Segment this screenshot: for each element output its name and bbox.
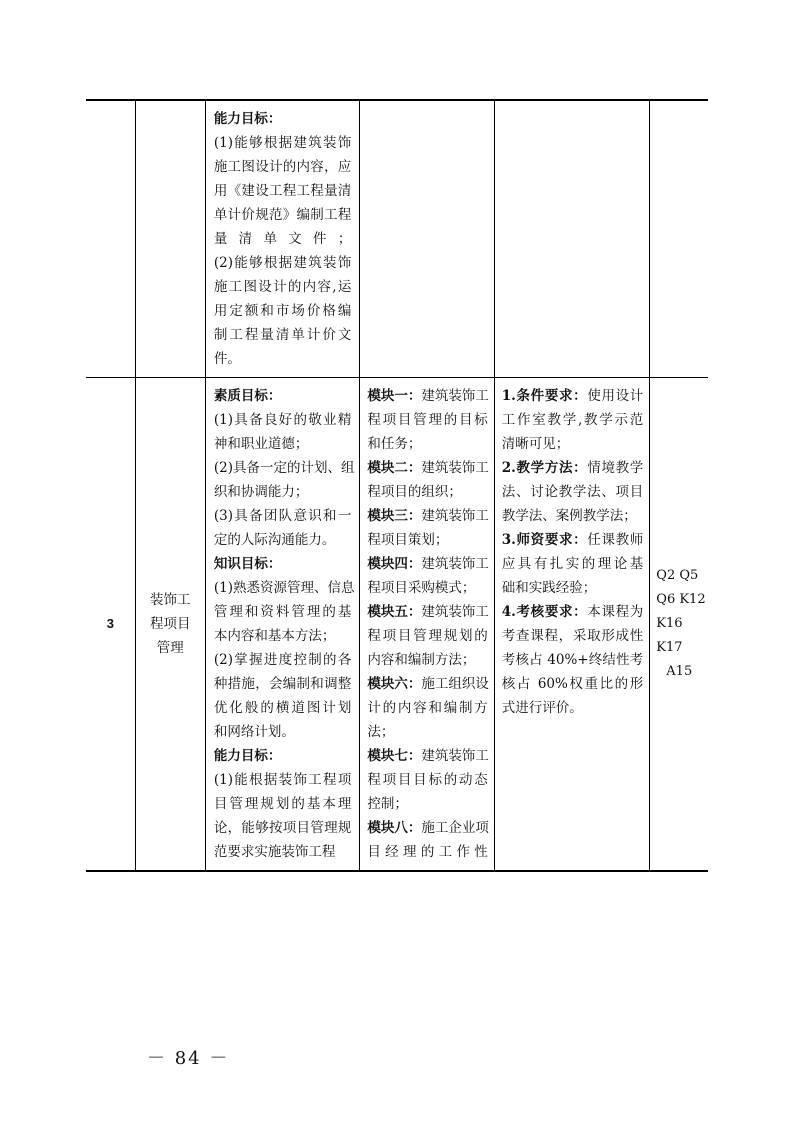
objective-line: 和网络计划。 (213, 724, 295, 740)
module-line (367, 840, 487, 864)
objective-line: 优化般的横道图计划 (213, 700, 352, 716)
requirement-line (502, 624, 644, 648)
modules-cell (360, 100, 494, 378)
module-line (367, 384, 487, 408)
objectives-heading: 能力目标： (213, 748, 282, 764)
course-name-cell (135, 378, 205, 872)
modules-cell (360, 378, 494, 872)
objectives-heading: 知识目标： (213, 556, 282, 572)
requirement-line (502, 408, 644, 432)
page-number: － 84 － (147, 1048, 230, 1069)
module-label: 模块二： (367, 460, 422, 476)
code-line: K17 (656, 640, 683, 655)
module-text: 程项目管理的目标 (367, 412, 488, 428)
objective-line: 种措施，会编制和调整 (213, 676, 352, 692)
module-label: 模块四： (367, 556, 422, 572)
number-cell (86, 378, 135, 872)
requirement-label: 4.考核要求： (501, 604, 588, 620)
module-text: 建筑装饰工 (421, 604, 489, 620)
module-line (367, 456, 487, 480)
requirement-text: 教学法、案例教学法； (501, 508, 637, 524)
requirement-text: 本课程为 (587, 604, 644, 620)
requirement-text: 情境教学 (587, 460, 644, 476)
module-line (367, 552, 487, 576)
objective-line: 织和协调能力； (213, 484, 309, 500)
module-line (367, 816, 487, 840)
module-text: 建筑装饰工 (421, 748, 489, 764)
requirement-line (502, 696, 644, 720)
course-name-line: 程项目 (150, 616, 191, 632)
module-text: 施工组织设 (421, 676, 489, 692)
module-line (367, 696, 487, 720)
objective-line: 施工图设计的内容，应 (213, 159, 352, 175)
module-label: 模块八： (367, 820, 422, 836)
requirement-text: 清晰可见； (501, 436, 570, 452)
objective-line: 范要求实施装饰工程 (213, 844, 336, 860)
module-text: 程项目策划； (367, 532, 449, 548)
objective-line: 管理和资料管理的基 (213, 604, 352, 620)
module-line (367, 672, 487, 696)
requirement-text: 考核占 40%+终结性考 (501, 652, 644, 668)
objective-line: 目管理规划的基本理 (213, 796, 352, 812)
objective-line: (1)具备良好的敬业精 (213, 412, 352, 428)
objective-line: 制工程量清单计价文 (213, 327, 352, 343)
requirement-line (502, 480, 644, 504)
objective-line: (1)能够根据建筑装饰 (213, 135, 352, 151)
requirement-text: 核占 60%权重比的形 (501, 676, 644, 692)
module-text: 目经理的工作性 (367, 844, 488, 860)
requirements-cell (494, 378, 650, 872)
objective-line: 用定额和市场价格编 (213, 303, 352, 319)
module-line (367, 744, 487, 768)
module-text: 和任务； (367, 436, 422, 452)
objective-line: (1)能根据装饰工程项 (213, 772, 352, 788)
module-text: 建筑装饰工 (421, 508, 489, 524)
requirement-line (502, 504, 644, 528)
course-name-line: 装饰工 (150, 592, 191, 608)
objective-line: 单计价规范》编制工程 (213, 207, 352, 223)
requirement-line (502, 552, 644, 576)
requirement-text: 任课教师 (587, 532, 644, 548)
number-cell (86, 100, 135, 378)
module-line (367, 648, 487, 672)
module-line (367, 792, 487, 816)
module-label: 模块七： (367, 748, 422, 764)
objective-line: (3)具备团队意识和一 (213, 508, 352, 524)
module-label: 模块三： (367, 508, 422, 524)
objective-line: 本内容和基本方法； (213, 628, 336, 644)
requirement-line (502, 456, 644, 480)
requirement-line (502, 528, 644, 552)
codes-cell (650, 100, 708, 378)
objective-line: (1)熟悉资源管理、信息 (213, 580, 355, 596)
module-line (367, 576, 487, 600)
module-text: 控制； (367, 796, 408, 812)
code-line: K16 (656, 616, 683, 631)
requirement-text: 应具有扎实的理论基 (501, 556, 644, 572)
table-row-continued (86, 100, 708, 378)
module-text: 建筑装饰工 (421, 460, 489, 476)
module-line (367, 480, 487, 504)
objective-line: (2)掌握进度控制的各 (213, 652, 352, 668)
code-line: A15 (666, 664, 693, 679)
objectives-cell (205, 378, 359, 872)
module-text: 建筑装饰工 (421, 556, 489, 572)
module-text: 程项目的组织； (367, 484, 462, 500)
objective-line: 论，能够按项目管理规 (213, 820, 352, 836)
module-text: 程项目管理规划的 (367, 628, 488, 644)
requirement-text: 工作室教学,教学示范 (501, 412, 644, 428)
objective-line: 定的人际沟通能力。 (213, 532, 336, 548)
module-line (367, 768, 487, 792)
module-text: 内容和编制方法； (367, 652, 476, 668)
table-row-3 (86, 378, 708, 872)
module-line (367, 600, 487, 624)
requirement-line (502, 600, 644, 624)
requirement-text: 式进行评价。 (501, 700, 583, 716)
objectives-heading: 素质目标： (213, 388, 282, 404)
row-number: 3 (106, 616, 114, 631)
module-line (367, 504, 487, 528)
course-name-cell (135, 100, 205, 378)
objective-line: 件。 (213, 351, 241, 367)
module-text: 法； (367, 724, 395, 740)
requirement-label: 3.师资要求： (501, 532, 588, 548)
objective-line: 用《建设工程工程量清 (213, 183, 352, 199)
requirement-text: 使用设计 (587, 388, 644, 404)
module-line (367, 528, 487, 552)
objectives-heading: 能力目标： (213, 111, 282, 127)
requirement-label: 1.条件要求： (501, 388, 588, 404)
module-label: 模块六： (367, 676, 422, 692)
objectives-cell (205, 100, 359, 378)
requirement-line (502, 432, 644, 456)
requirement-line (502, 648, 644, 672)
objective-line: 施工图设计的内容,运 (213, 279, 352, 295)
requirement-text: 础和实践经验； (501, 580, 597, 596)
requirement-line (502, 672, 644, 696)
course-name-line: 管理 (156, 640, 184, 656)
code-line: Q2 Q5 (656, 568, 699, 583)
module-line (367, 720, 487, 744)
objective-line: (2)能够根据建筑装饰 (213, 255, 352, 271)
module-line (367, 624, 487, 648)
requirement-text: 法、讨论教学法、项目 (501, 484, 644, 500)
requirement-label: 2.教学方法： (501, 460, 588, 476)
codes-cell (650, 378, 708, 872)
module-line (367, 432, 487, 456)
requirement-line (502, 576, 644, 600)
curriculum-table (86, 99, 708, 872)
module-label: 模块一： (367, 388, 422, 404)
requirement-line (502, 384, 644, 408)
module-text: 计的内容和编制方 (367, 700, 488, 716)
requirements-cell (494, 100, 650, 378)
module-line (367, 408, 487, 432)
objective-line: 神和职业道德； (213, 436, 309, 452)
requirement-text: 考查课程，采取形成性 (501, 628, 644, 644)
module-text: 程项目目标的动态 (367, 772, 488, 788)
module-text: 施工企业项 (421, 820, 489, 836)
module-label: 模块五： (367, 604, 422, 620)
code-line: Q6 K12 (656, 592, 706, 607)
objective-line: 量清单文件； (213, 231, 352, 247)
module-text: 建筑装饰工 (421, 388, 489, 404)
module-text: 程项目采购模式； (367, 580, 476, 596)
objective-line: (2)具备一定的计划、组 (213, 460, 355, 476)
